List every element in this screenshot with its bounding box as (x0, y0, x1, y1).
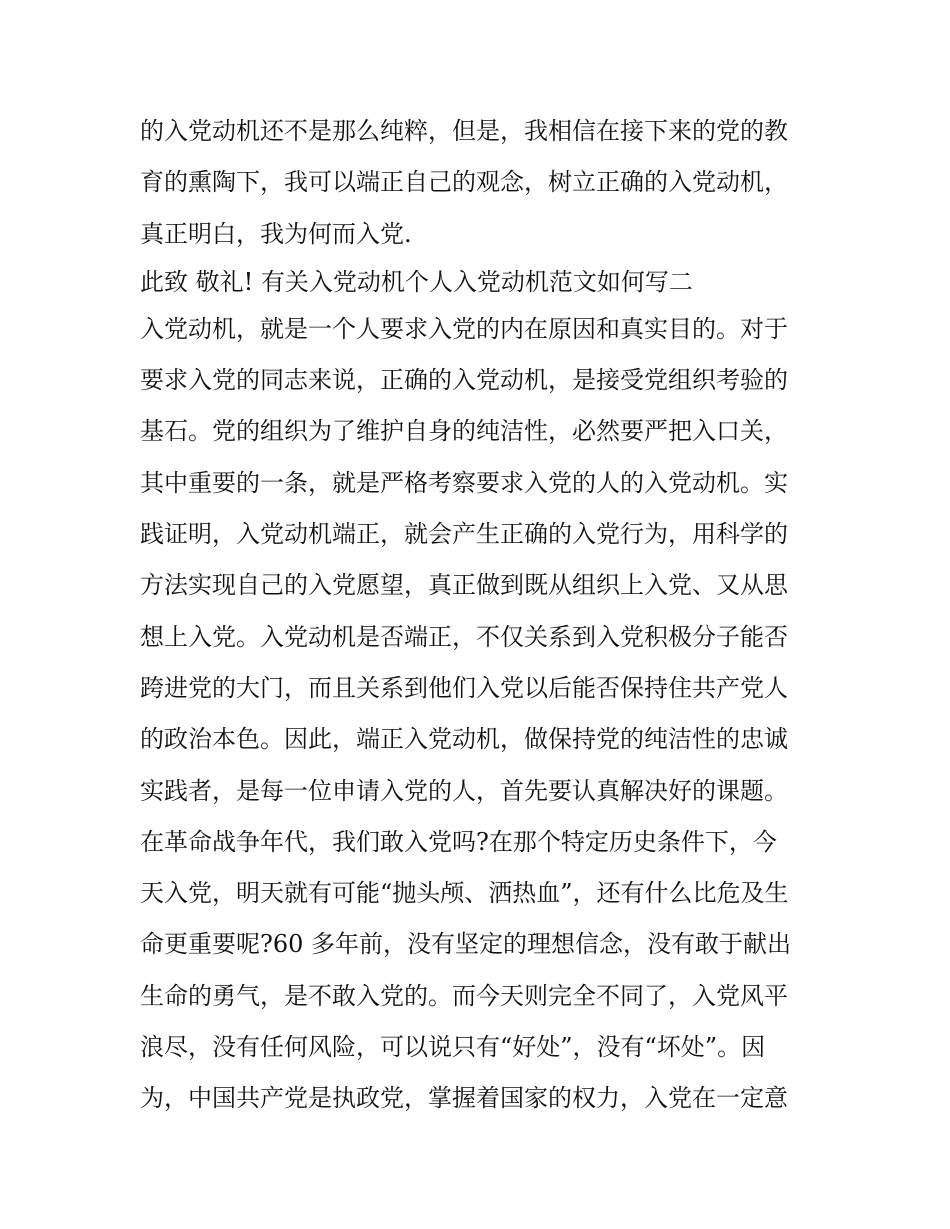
text-line-17: 命更重要呢?60 多年前，没有坚定的理想信念，没有敢于献出 (140, 930, 792, 959)
text-line-13: 的政治本色。因此，端正入党动机，做保持党的纯洁性的忠诚 (140, 725, 788, 754)
salutation-heading-line: 此致 敬礼! 有关入党动机个人入党动机范文如何写二 (140, 267, 693, 296)
text-line-3: 真正明白，我为何而入党. (140, 219, 412, 248)
text-line-12: 跨进党的大门，而且关系到他们入党以后能否保持住共产党人 (140, 673, 788, 702)
text-line-11: 想上入党。入党动机是否端正，不仅关系到入党积极分子能否 (140, 622, 788, 651)
text-line-9: 践证明，入党动机端正，就会产生正确的入党行为，用科学的 (140, 520, 788, 549)
text-line-5: 入党动机，就是一个人要求入党的内在原因和真实目的。对于 (140, 314, 788, 343)
text-line-18: 生命的勇气，是不敢入党的。而今天则完全不同了，入党风平 (140, 981, 788, 1010)
text-line-20: 为，中国共产党是执政党，掌握着国家的权力，入党在一定意 (140, 1084, 788, 1113)
body-text (140, 106, 820, 1125)
text-line-16: 天入党，明天就有可能“抛头颅、洒热血”，还有什么比危及生 (140, 879, 789, 908)
text-line-1: 的入党动机还不是那么纯粹，但是，我相信在接下来的党的教 (140, 117, 788, 145)
text-line-7: 基石。党的组织为了维护自身的纯洁性，必然要严把入口关， (140, 417, 788, 446)
text-line-8: 其中重要的一条，就是严格考察要求入党的人的入党动机。实 (140, 468, 788, 497)
text-line-19: 浪尽，没有任何风险，可以说只有“好处”，没有“坏处”。因 (140, 1033, 766, 1062)
text-line-14: 实践者，是每一位申请入党的人，首先要认真解决好的课题。 (140, 776, 788, 805)
text-line-6: 要求入党的同志来说，正确的入党动机，是接受党组织考验的 (140, 366, 788, 395)
text-line-10: 方法实现自己的入党愿望，真正做到既从组织上入党、又从思 (140, 571, 788, 600)
text-line-2: 育的熏陶下，我可以端正自己的观念，树立正确的入党动机， (140, 168, 788, 197)
text-line-15: 在革命战争年代，我们敢入党吗?在那个特定历史条件下，今 (140, 827, 777, 856)
